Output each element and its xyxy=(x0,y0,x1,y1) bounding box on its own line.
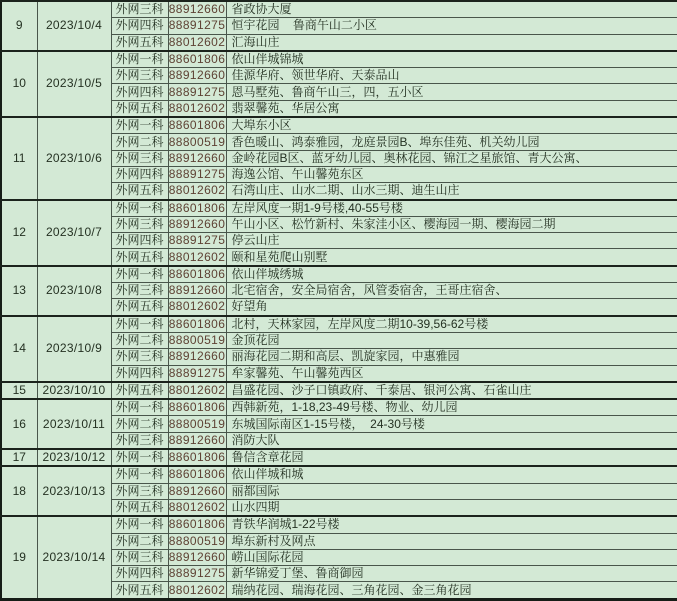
row-number-cell: 19 xyxy=(1,516,37,599)
department-cell: 外网四科 xyxy=(111,566,168,582)
locations-cell: 恩马墅苑、鲁商午山三，四，五小区 xyxy=(226,84,677,100)
department-cell: 外网一科 xyxy=(111,449,168,466)
department-cell: 外网五科 xyxy=(111,34,168,51)
locations-cell: 消防大队 xyxy=(226,432,677,449)
row-number-cell: 9 xyxy=(1,1,37,51)
phone-number-cell: 88912660 xyxy=(168,283,226,298)
department-cell: 外网五科 xyxy=(111,499,168,516)
schedule-table-body xyxy=(1,1,677,600)
row-number-cell: 10 xyxy=(1,51,37,117)
table-row xyxy=(1,382,677,399)
date-cell: 2023/10/13 xyxy=(37,466,111,516)
phone-number-cell: 88012602 xyxy=(168,582,226,600)
date-cell: 2023/10/6 xyxy=(37,117,111,199)
phone-number-cell: 88891275 xyxy=(168,566,226,581)
locations-cell: 埠东新村及网点 xyxy=(226,533,677,549)
table-row xyxy=(1,316,677,333)
locations-cell: 大埠东小区 xyxy=(226,117,677,134)
table-row xyxy=(1,516,677,533)
row-number-cell: 16 xyxy=(1,399,37,449)
locations-cell: 左岸风度一期1-9号楼,40-55号楼 xyxy=(226,200,677,217)
locations-cell: 瑞纳花园、瑞海花园、三角花园、金三角花园 xyxy=(226,582,677,600)
row-number-cell: 18 xyxy=(1,466,37,516)
locations-cell: 金顶花园 xyxy=(226,332,677,348)
department-cell: 外网四科 xyxy=(111,84,168,100)
date-cell: 2023/10/4 xyxy=(37,1,111,51)
table-row xyxy=(1,466,677,483)
department-cell: 外网四科 xyxy=(111,18,168,34)
locations-cell: 停云山庄 xyxy=(226,233,677,249)
table-row xyxy=(1,51,677,68)
department-cell: 外网五科 xyxy=(111,249,168,266)
department-cell: 外网三科 xyxy=(111,549,168,565)
phone-number-cell: 88891275 xyxy=(168,365,226,382)
locations-cell: 北村，天林家园，左岸风度二期10-39,56-62号楼 xyxy=(226,316,677,333)
locations-cell: 汇海山庄 xyxy=(226,34,677,51)
date-cell: 2023/10/12 xyxy=(37,449,111,466)
department-cell: 外网二科 xyxy=(111,533,168,549)
locations-cell: 牟家馨苑、午山馨苑西区 xyxy=(226,365,677,382)
locations-cell: 海逸公馆、午山馨苑东区 xyxy=(226,166,677,182)
locations-cell: 省政协大厦 xyxy=(226,1,677,18)
locations-cell: 东城国际南区1-15号楼， 24-30号楼 xyxy=(226,416,677,432)
phone-number-cell: 88012602 xyxy=(168,249,226,266)
phone-number-cell: 88912660 xyxy=(168,150,226,165)
phone-number-cell: 88601806 xyxy=(168,266,226,281)
locations-cell: 丽海花园二期和高层、凯旋家园，中惠雅园 xyxy=(226,349,677,365)
locations-cell: 恒宇花园 鲁商午山二小区 xyxy=(226,18,677,34)
department-cell: 外网一科 xyxy=(111,399,168,416)
department-cell: 外网三科 xyxy=(111,483,168,499)
phone-number-cell: 88601806 xyxy=(168,400,226,415)
phone-number-cell: 88912660 xyxy=(168,2,226,17)
department-cell: 外网五科 xyxy=(111,582,168,600)
phone-number-cell: 88601806 xyxy=(168,52,226,67)
phone-number-cell: 88012602 xyxy=(168,299,226,316)
phone-number-cell: 88891275 xyxy=(168,167,226,182)
locations-cell: 丽都国际 xyxy=(226,483,677,499)
phone-number-cell: 88800519 xyxy=(168,333,226,348)
phone-number-cell: 88012602 xyxy=(168,183,226,200)
phone-number-cell: 88912660 xyxy=(168,549,226,564)
locations-cell: 好望角 xyxy=(226,299,677,316)
locations-cell: 依山伴城绣城 xyxy=(226,266,677,283)
phone-number-cell: 88912660 xyxy=(168,483,226,498)
department-cell: 外网四科 xyxy=(111,166,168,182)
locations-cell: 佳源华府、领世华府、天泰品山 xyxy=(226,68,677,84)
department-cell: 外网三科 xyxy=(111,432,168,449)
locations-cell: 香色暖山、鸿泰雅园，龙庭景园B、埠东佳苑、机关幼儿园 xyxy=(226,134,677,150)
row-number-cell: 13 xyxy=(1,266,37,316)
table-row xyxy=(1,449,677,466)
locations-cell: 北宅宿舍，安全局宿舍，风管委宿舍，王哥庄宿舍、 xyxy=(226,283,677,299)
locations-cell: 金岭花园B区、蓝牙幼儿园、奥林花园、锦江之星旅馆、青大公寓、 xyxy=(226,150,677,166)
phone-number-cell: 88891275 xyxy=(168,233,226,248)
department-cell: 外网一科 xyxy=(111,266,168,283)
department-cell: 外网五科 xyxy=(111,299,168,316)
department-cell: 外网一科 xyxy=(111,117,168,134)
department-cell: 外网五科 xyxy=(111,100,168,117)
department-cell: 外网五科 xyxy=(111,382,168,399)
date-cell: 2023/10/5 xyxy=(37,51,111,117)
phone-number-cell: 88800519 xyxy=(168,134,226,149)
locations-cell: 依山伴城锦城 xyxy=(226,51,677,68)
phone-number-cell: 88891275 xyxy=(168,84,226,99)
department-cell: 外网一科 xyxy=(111,466,168,483)
phone-number-cell: 88800519 xyxy=(168,533,226,548)
date-cell: 2023/10/9 xyxy=(37,316,111,382)
department-cell: 外网三科 xyxy=(111,150,168,166)
department-cell: 外网四科 xyxy=(111,365,168,382)
locations-cell: 颐和星苑爬山别墅 xyxy=(226,249,677,266)
department-cell: 外网一科 xyxy=(111,516,168,533)
row-number-cell: 15 xyxy=(1,382,37,399)
date-cell: 2023/10/7 xyxy=(37,200,111,266)
phone-number-cell: 88601806 xyxy=(168,118,226,133)
phone-number-cell: 88601806 xyxy=(168,517,226,532)
department-cell: 外网五科 xyxy=(111,183,168,200)
phone-number-cell: 88912660 xyxy=(168,349,226,364)
phone-number-cell: 88012602 xyxy=(168,382,226,399)
phone-number-cell: 88800519 xyxy=(168,416,226,431)
department-cell: 外网四科 xyxy=(111,233,168,249)
locations-cell: 午山小区、松竹新村、朱家洼小区、樱海园一期、樱海园二期 xyxy=(226,216,677,232)
locations-cell: 翡翠馨苑、华居公寓 xyxy=(226,100,677,117)
phone-number-cell: 88912660 xyxy=(168,68,226,83)
phone-number-cell: 88012602 xyxy=(168,499,226,516)
table-row xyxy=(1,1,677,18)
table-row xyxy=(1,200,677,217)
date-cell: 2023/10/14 xyxy=(37,516,111,599)
department-cell: 外网一科 xyxy=(111,200,168,217)
department-cell: 外网三科 xyxy=(111,1,168,18)
phone-number-cell: 88012602 xyxy=(168,100,226,117)
row-number-cell: 14 xyxy=(1,316,37,382)
locations-cell: 昌盛花园、沙子口镇政府、千泰居、银河公寓、石雀山庄 xyxy=(226,382,677,399)
department-cell: 外网三科 xyxy=(111,349,168,365)
row-number-cell: 11 xyxy=(1,117,37,199)
phone-number-cell: 88601806 xyxy=(168,200,226,215)
row-number-cell: 12 xyxy=(1,200,37,266)
locations-cell: 鲁信含章花园 xyxy=(226,449,677,466)
phone-number-cell: 88601806 xyxy=(168,467,226,482)
department-cell: 外网三科 xyxy=(111,283,168,299)
date-cell: 2023/10/8 xyxy=(37,266,111,316)
locations-cell: 新华锦爱丁堡、鲁商御园 xyxy=(226,566,677,582)
department-cell: 外网一科 xyxy=(111,316,168,333)
department-cell: 外网二科 xyxy=(111,134,168,150)
locations-cell: 西韩新苑，1-18,23-49号楼、物业、幼儿园 xyxy=(226,399,677,416)
phone-number-cell: 88012602 xyxy=(168,34,226,51)
phone-number-cell: 88891275 xyxy=(168,18,226,33)
locations-cell: 青铁华润城1-22号楼 xyxy=(226,516,677,533)
date-cell: 2023/10/11 xyxy=(37,399,111,449)
table-row xyxy=(1,266,677,283)
locations-cell: 石湾山庄、山水二期、山水三期、迪生山庄 xyxy=(226,183,677,200)
phone-number-cell: 88601806 xyxy=(168,316,226,331)
phone-number-cell: 88912660 xyxy=(168,217,226,231)
phone-number-cell: 88601806 xyxy=(168,449,226,466)
department-cell: 外网二科 xyxy=(111,416,168,432)
department-cell: 外网三科 xyxy=(111,216,168,232)
department-cell: 外网三科 xyxy=(111,68,168,84)
row-number-cell: 17 xyxy=(1,449,37,466)
table-row xyxy=(1,117,677,134)
locations-cell: 山水四期 xyxy=(226,499,677,516)
locations-cell: 依山伴城和城 xyxy=(226,466,677,483)
table-row xyxy=(1,399,677,416)
locations-cell: 崂山国际花园 xyxy=(226,549,677,565)
phone-number-cell: 88912660 xyxy=(168,432,226,449)
date-cell: 2023/10/10 xyxy=(37,382,111,399)
department-cell: 外网一科 xyxy=(111,51,168,68)
department-cell: 外网二科 xyxy=(111,332,168,348)
